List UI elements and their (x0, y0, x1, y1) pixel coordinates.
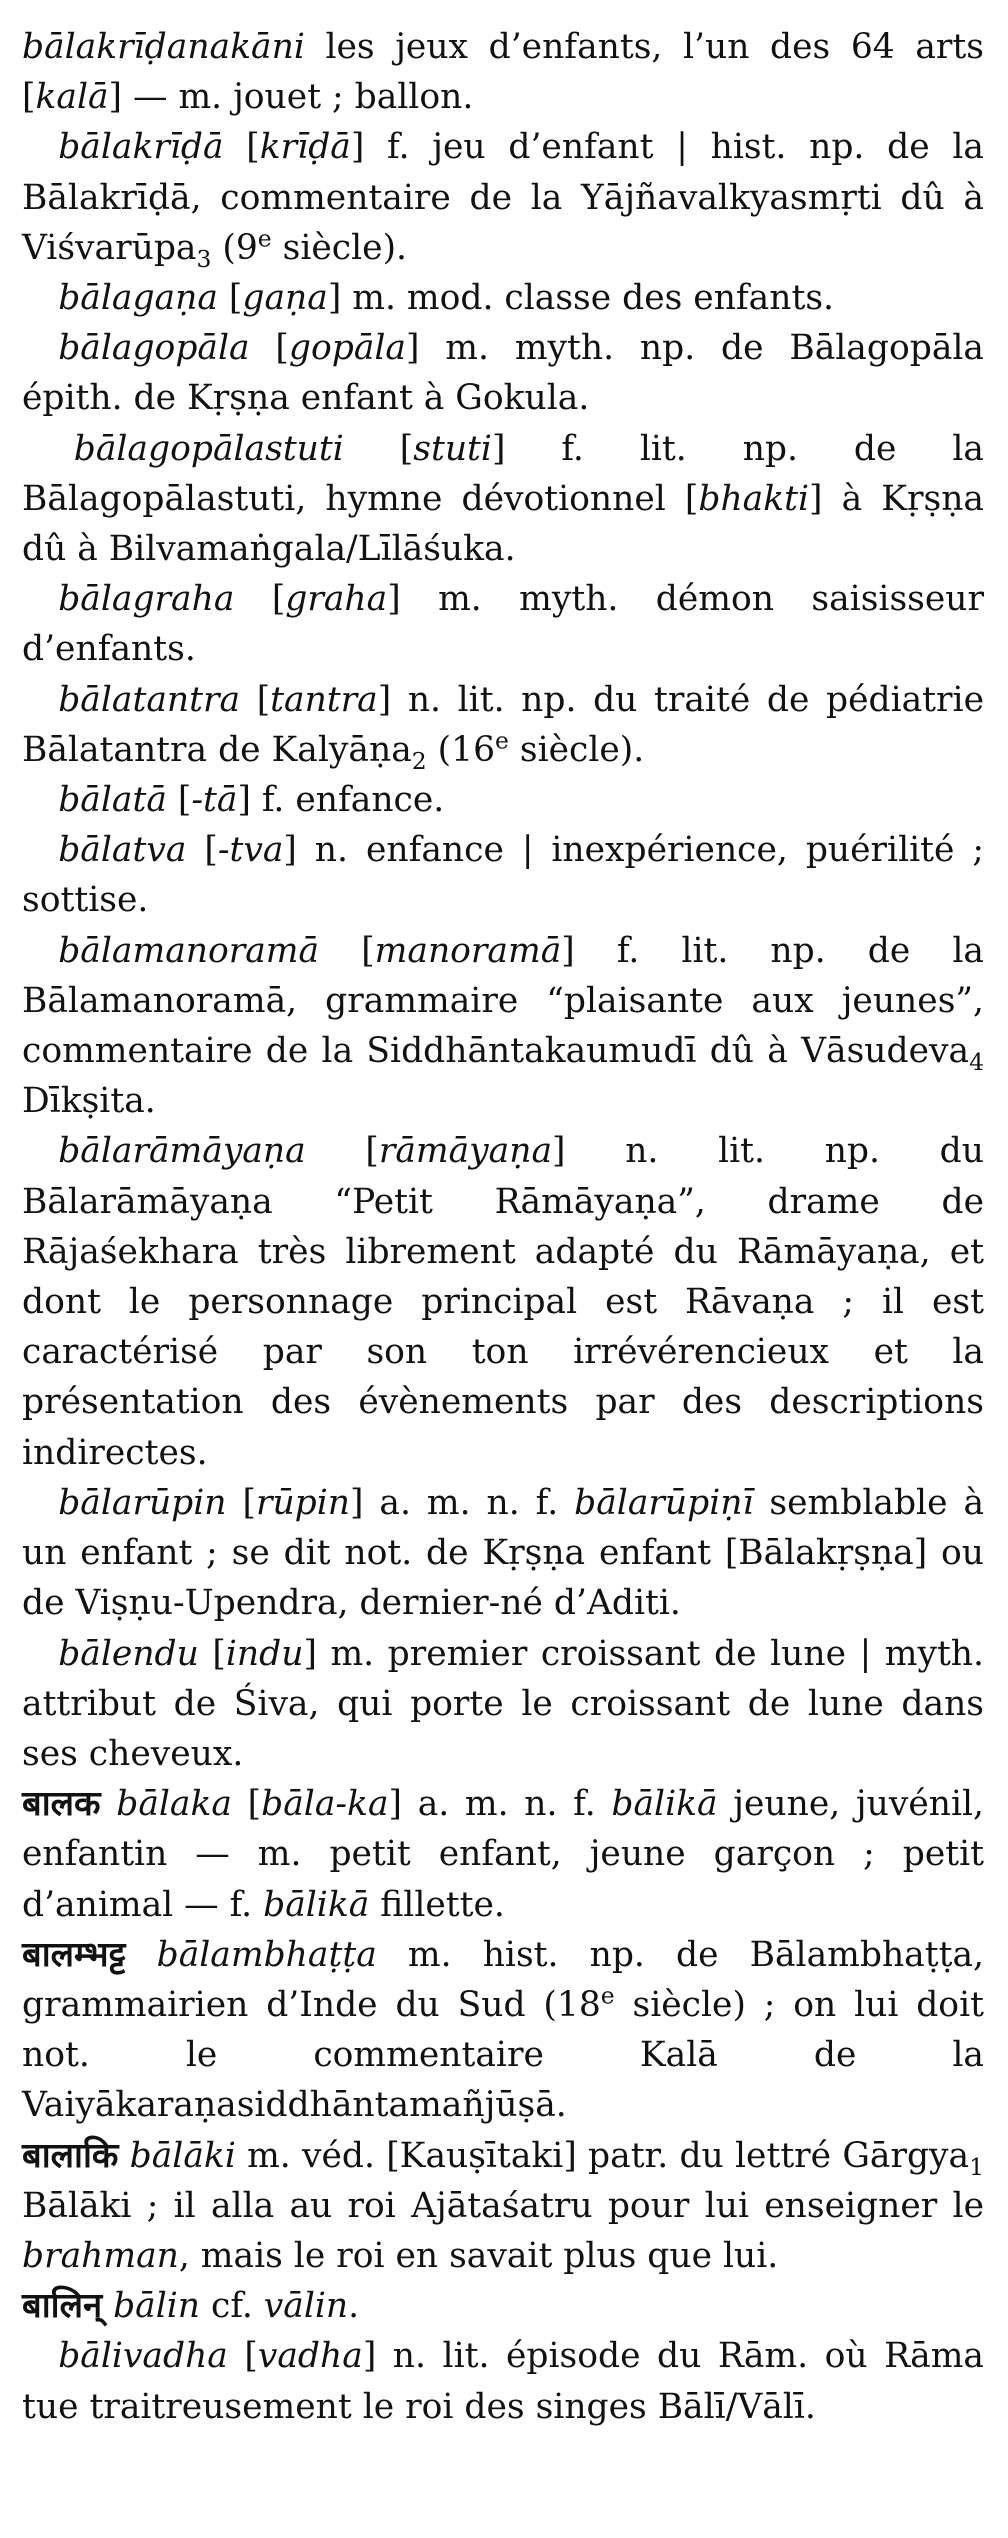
entry-text: [ (249, 328, 289, 369)
entry-text: ] m. myth. np. de Bālagopāla épith. de Kṛṣṇa enfant à Gokula. (22, 328, 984, 419)
entry-text: ] f. enfance. (237, 780, 445, 821)
entry-text: [ (305, 1131, 379, 1172)
entry-text: [ (234, 579, 286, 620)
italic-term: bālambhaṭṭa (156, 1934, 377, 1975)
dictionary-entry-balaramayana (22, 1126, 984, 1477)
entry-text: fillette. (369, 1884, 505, 1925)
entry-text (126, 1935, 157, 1975)
devanagari-headword: बालिन् (22, 2286, 103, 2327)
italic-term: manoramā (374, 930, 562, 971)
italic-term: rāmāyaṇa (378, 1131, 553, 1172)
entry-text: jeune, juvénil, enfantin — m. petit enfant, jeune garçon ; petit d’animal — f. (22, 1784, 985, 1925)
entry-text: (9 (211, 227, 258, 268)
dictionary-entry-balatva (22, 825, 984, 925)
dictionary-entry-balambhatta (22, 1930, 984, 2131)
entry-text: ] a. m. n. f. (350, 1482, 575, 1523)
italic-term: krīḍā (259, 127, 351, 168)
italic-term: bālāki (129, 2135, 236, 2176)
dictionary-entry-balatantra (22, 675, 984, 775)
italic-term: stuti (413, 428, 492, 469)
italic-term: bālin (113, 2286, 201, 2327)
homonym-index: 1 (969, 2152, 985, 2181)
italic-term: bālarūpiṇī (574, 1482, 754, 1523)
entry-text: ] a. m. n. f. (388, 1784, 612, 1825)
entry-text: [ (166, 780, 192, 821)
italic-term: bālagopāla (58, 328, 250, 369)
dictionary-entry-balagopalastuti (22, 424, 984, 575)
entry-text: ] f. lit. np. de la Bālagopālastuti, hymne dévotionnel [ (22, 428, 984, 519)
entry-text: ] n. lit. np. du traité de pédiatrie Bālatantra de Kalyāṇa (22, 679, 984, 770)
entry-text: m. hist. np. de Bālambhaṭṭa, grammairien d’Inde du Sud (18 (22, 1934, 984, 2025)
entry-text: ] n. enfance | inexpérience, puérilité ; sottise. (22, 830, 984, 921)
homonym-index: 3 (196, 244, 212, 273)
entry-text: ] f. lit. np. de la Bālamanoramā, grammaire “plaisante aux jeunes”, commentaire de la Siddhāntakaumudī dû à Vāsudeva (22, 930, 984, 1072)
italic-term: indu (225, 1633, 304, 1674)
homonym-index: 2 (411, 746, 427, 775)
italic-term: bālatva (58, 830, 187, 871)
italic-term: bālendu (58, 1633, 199, 1674)
italic-term: bālikā (263, 1884, 370, 1925)
dictionary-entry-balaka (22, 1779, 984, 1930)
entry-text (118, 2136, 129, 2176)
italic-term: vadha (257, 2336, 363, 2377)
entry-text: Bālāki ; il alla au roi Ajātaśatru pour lui enseigner le (22, 2185, 984, 2226)
entry-text: ] f. jeu d’enfant | hist. np. de la Bālakrīḍā, commentaire de la Yājñavalkyasmṛti dû à Viśvarūpa (22, 127, 984, 268)
dictionary-entry-balamanorama (22, 926, 984, 1127)
italic-term: graha (285, 579, 388, 620)
dictionary-entry-balagana (22, 273, 984, 323)
ordinal-suffix: e (257, 224, 272, 253)
entry-text: les jeux d’enfants, l’un des 64 arts [ (22, 27, 984, 118)
entry-text: . (348, 2286, 360, 2327)
entry-text: siècle). (508, 729, 645, 770)
italic-term: -tā (191, 780, 238, 821)
italic-term: bālaka (116, 1784, 232, 1825)
entry-text: ] m. myth. démon saisisseur d’enfants. (22, 579, 984, 670)
dictionary-entry-balendu (22, 1629, 984, 1780)
italic-term: bālivadha (58, 2336, 228, 2377)
dictionary-entry-balarupin (22, 1478, 984, 1629)
italic-term: bālatā (58, 780, 167, 821)
italic-term: tantra (270, 679, 378, 720)
entry-text: ] n. lit. épisode du Rām. où Rāma tue traitreusement le roi des singes Bālī/Vālī. (22, 2336, 984, 2427)
dictionary-entry-balakrida (22, 122, 984, 273)
italic-term: gaṇa (242, 278, 328, 319)
italic-term: bālagaṇa (58, 278, 218, 319)
entry-text: semblable à un enfant ; se dit not. de Kṛṣṇa enfant [Bālakṛṣṇa] ou de Viṣṇu-Upendra, dernier-né d’Aditi. (22, 1482, 985, 1624)
entry-text: ] n. lit. np. du Bālarāmāyaṇa “Petit Rāmāyaṇa”, drame de Rājaśekhara très librement adapté du Rāmāyaṇa, et dont le personnage principal est Rāvaṇa ; il est caractérisé par son ton irrévérencieux et la présentation des évènements par des descriptions indirectes. (22, 1131, 984, 1473)
italic-term: bālarūpin (58, 1482, 227, 1523)
italic-term: bāla-ka (261, 1784, 389, 1825)
italic-term: vālin (263, 2286, 349, 2327)
ordinal-suffix: e (495, 726, 509, 755)
entry-text: [ (186, 830, 218, 871)
entry-text: [ (319, 930, 375, 971)
entry-text: [ (226, 1482, 256, 1523)
entry-text: m. véd. [Kauṣītaki] patr. du lettré Gārgya (235, 2135, 970, 2176)
italic-term: kalā (35, 77, 109, 118)
dictionary-entry-balata (22, 775, 984, 825)
ordinal-suffix: e (600, 1981, 615, 2010)
italic-term: bālakrīḍanakāni (22, 27, 305, 67)
entry-text: ] à Kṛṣṇa dû à Bilvamaṅgala/Līlāśuka. (22, 478, 984, 570)
dictionary-entry-balagopala (22, 323, 984, 423)
italic-term: bālatantra (58, 679, 241, 720)
italic-term: bālikā (611, 1784, 718, 1825)
italic-term: bālakrīḍā (58, 127, 224, 168)
entry-text: cf. (200, 2286, 264, 2327)
entry-text: (16 (426, 729, 496, 770)
italic-term: bālamanoramā (58, 930, 320, 971)
entry-text: [ (217, 278, 243, 319)
devanagari-headword: बालम्भट्ट (22, 1934, 126, 1975)
entry-text: [ (231, 1784, 262, 1825)
italic-term: bhakti (698, 478, 810, 519)
dictionary-entry-balin (22, 2281, 984, 2331)
devanagari-headword: बालक (22, 1784, 101, 1825)
italic-term: brahman (22, 2235, 179, 2276)
italic-term: bālarāmāyaṇa (58, 1131, 306, 1172)
entry-text (102, 2286, 113, 2326)
entry-text: [ (240, 679, 271, 720)
entry-text: ] m. premier croissant de lune | myth. attribut de Śiva, qui porte le croissant de lune dans ses cheveux. (22, 1633, 984, 1774)
dictionary-entry-balaki (22, 2131, 984, 2282)
entry-text (101, 1784, 117, 1824)
dictionary-entry-balagraha (22, 574, 984, 674)
entry-text: [ (343, 428, 414, 469)
italic-term: gopāla (288, 328, 407, 369)
italic-term: -tva (217, 830, 284, 871)
italic-term: bālagopālastuti (73, 428, 344, 469)
entry-text: [ (227, 2336, 258, 2377)
entry-text: siècle) ; on lui doit not. le commentaire Kalā de la Vaiyākaraṇasiddhāntamañjūṣā. (22, 1984, 984, 2126)
entry-text: [ (198, 1633, 226, 1674)
entry-text: ] — m. jouet ; ballon. (108, 77, 474, 118)
homonym-index: 4 (969, 1047, 984, 1076)
italic-term: bālagraha (58, 579, 235, 620)
dictionary-entry-balakridanakani (22, 22, 984, 122)
devanagari-headword: बालाकि (22, 2135, 119, 2176)
entry-text: , mais le roi en savait plus que lui. (178, 2235, 779, 2276)
entry-text: Dīkṣita. (22, 1081, 156, 1122)
dictionary-entry-balivadha (22, 2331, 984, 2431)
entry-text: siècle). (271, 227, 408, 268)
entry-text: ] m. mod. classe des enfants. (327, 278, 835, 319)
entry-text: [ (223, 127, 260, 168)
italic-term: rūpin (255, 1482, 351, 1523)
